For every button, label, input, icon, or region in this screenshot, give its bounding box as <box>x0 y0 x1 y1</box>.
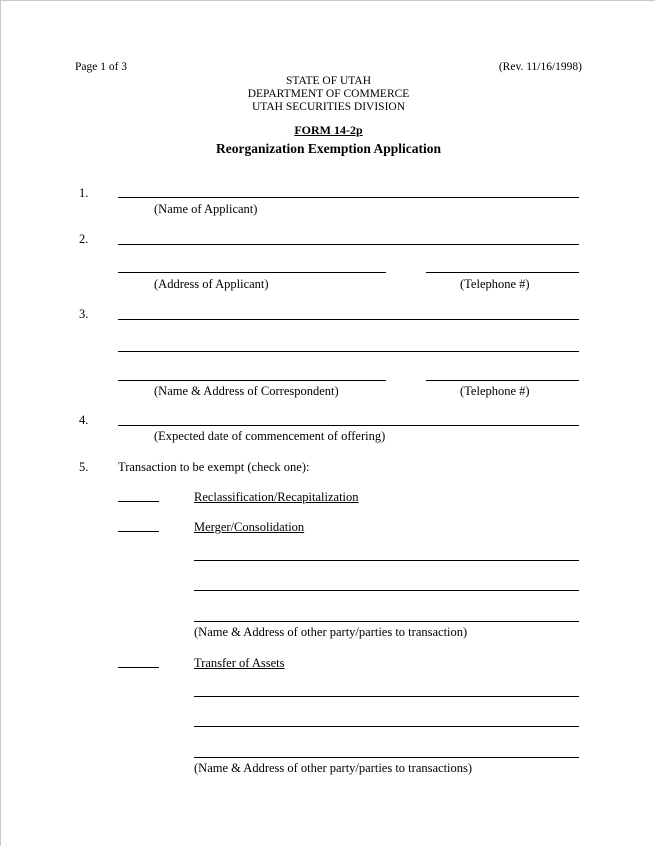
agency-heading <box>1 75 655 115</box>
item-2-address-caption: (Address of Applicant) <box>154 277 269 291</box>
item-2-telephone-caption: (Telephone #) <box>460 277 530 291</box>
party-second-line-1[interactable] <box>194 696 579 697</box>
option-transfer-assets-label[interactable]: Transfer of Assets <box>194 656 285 670</box>
item-3-name-address-caption: (Name & Address of Correspondent) <box>154 384 339 398</box>
item-2-address-line-2[interactable] <box>118 272 386 273</box>
agency-line-state: STATE OF UTAH <box>285 75 372 87</box>
item-1-name-field[interactable] <box>118 197 579 198</box>
form-name: Reorganization Exemption Application <box>215 141 441 156</box>
item-4-date-field[interactable] <box>118 425 579 426</box>
item-4-number: 4. <box>79 413 89 427</box>
option-reclassification-checkbox[interactable] <box>118 501 159 502</box>
page-number: Page 1 of 3 <box>75 61 128 73</box>
party-second-line-3[interactable] <box>194 757 579 758</box>
item-3-number: 3. <box>79 307 89 321</box>
form-title <box>1 123 655 158</box>
item-3-correspondent-line-1[interactable] <box>118 319 579 320</box>
option-reclassification-label[interactable]: Reclassification/Recapitalization <box>194 490 359 504</box>
item-5-prompt: Transaction to be exempt (check one): <box>118 460 310 474</box>
option-merger-label[interactable]: Merger/Consolidation <box>194 520 305 534</box>
form-code: FORM 14-2p <box>294 123 363 137</box>
item-3-correspondent-line-3[interactable] <box>118 380 386 381</box>
party-second-caption: (Name & Address of other party/parties to transactions) <box>194 761 473 775</box>
option-transfer-assets-checkbox[interactable] <box>118 667 159 668</box>
item-2-telephone-field[interactable] <box>426 272 579 273</box>
item-3-telephone-caption: (Telephone #) <box>460 384 530 398</box>
item-3-telephone-field[interactable] <box>426 380 579 381</box>
item-2-address-line-1[interactable] <box>118 244 579 245</box>
agency-line-department: DEPARTMENT OF COMMERCE <box>247 88 410 101</box>
item-5-number: 5. <box>79 460 89 474</box>
item-1-caption: (Name of Applicant) <box>154 202 258 216</box>
agency-line-division: UTAH SECURITIES DIVISION <box>251 101 406 114</box>
revision-date: (Rev. 11/16/1998) <box>498 61 582 73</box>
item-3-correspondent-line-2[interactable] <box>118 351 579 352</box>
party-first-caption: (Name & Address of other party/parties to transaction) <box>194 625 468 639</box>
party-first-line-1[interactable] <box>194 560 579 561</box>
party-second-line-2[interactable] <box>194 726 579 727</box>
party-first-line-2[interactable] <box>194 590 579 591</box>
item-4-caption: (Expected date of commencement of offering) <box>154 429 386 443</box>
party-first-line-3[interactable] <box>194 621 579 622</box>
item-1-number: 1. <box>79 186 89 200</box>
option-merger-checkbox[interactable] <box>118 531 159 532</box>
item-2-number: 2. <box>79 232 89 246</box>
